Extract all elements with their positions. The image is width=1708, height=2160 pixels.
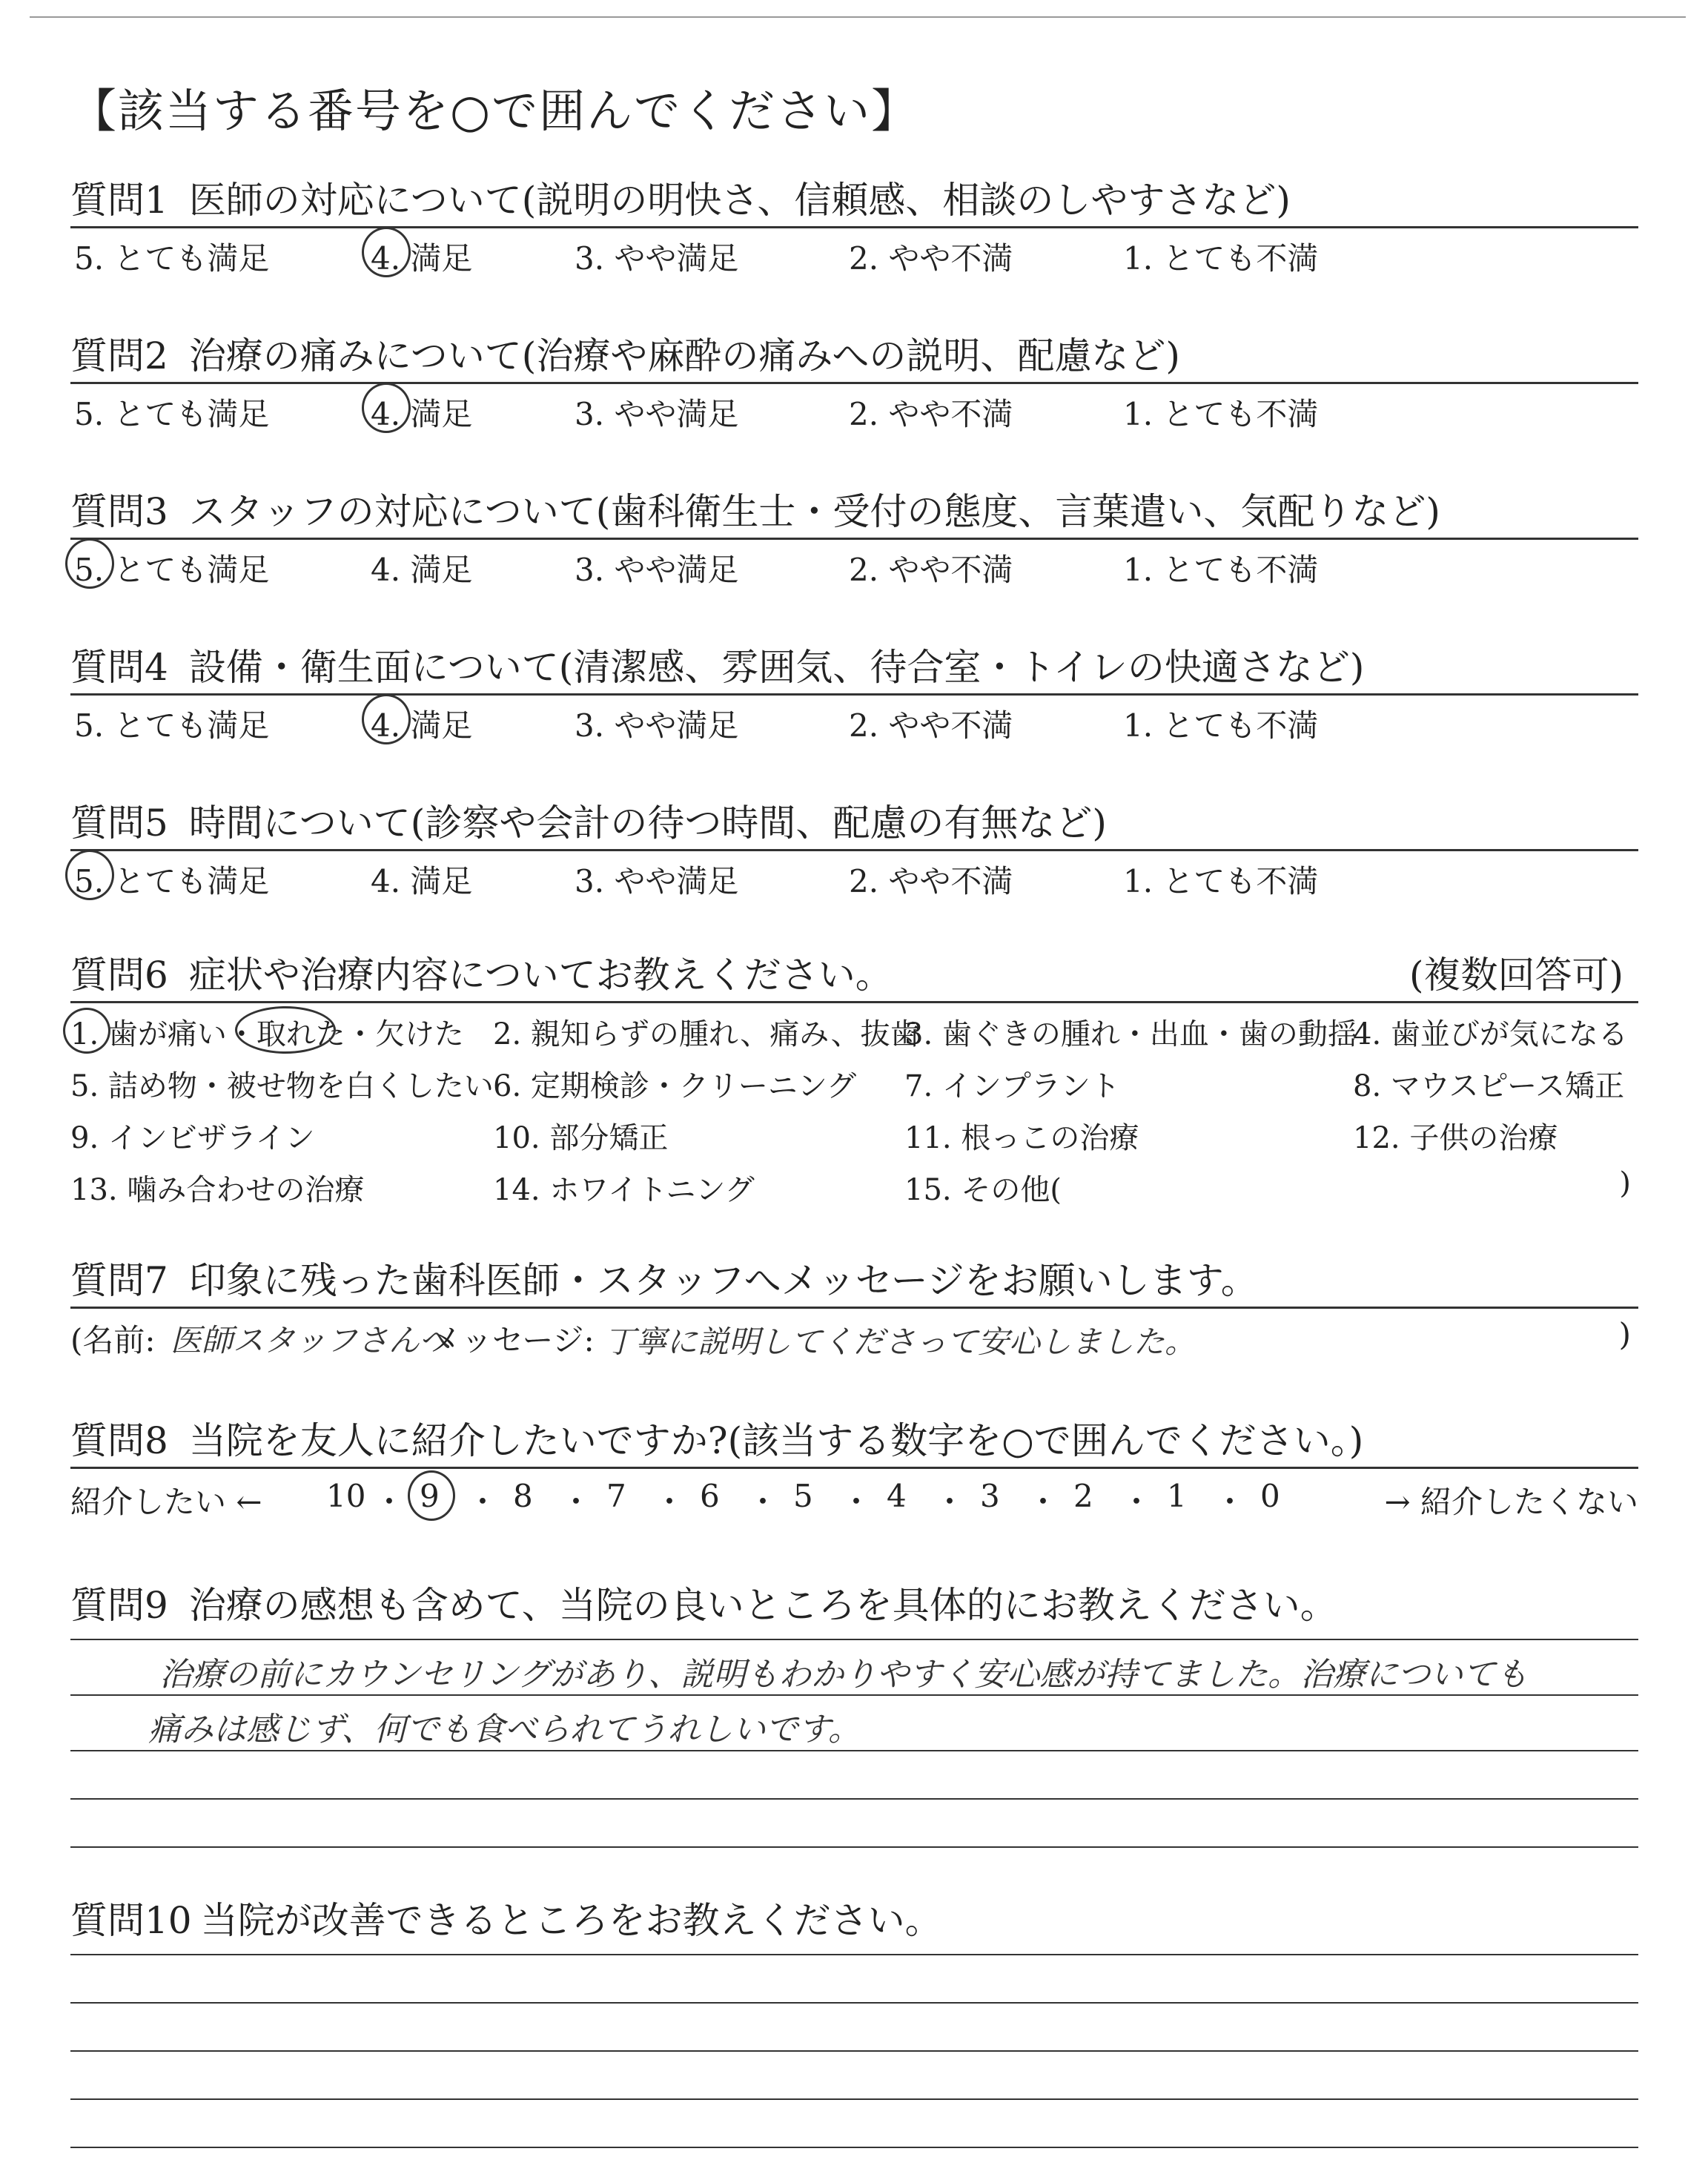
rating-option[interactable]: 5. とても満足 bbox=[74, 863, 270, 899]
question-text: 設備・衛生面について(清潔感、雰囲気、待合室・トイレの快適さなど) bbox=[188, 646, 1365, 689]
question-7 bbox=[70, 1255, 1638, 1360]
symptom-options bbox=[70, 1003, 1638, 1211]
question-2-heading bbox=[70, 330, 1638, 384]
selected-circle-mark bbox=[408, 1470, 455, 1521]
symptom-option[interactable]: 9. インビザライン bbox=[70, 1121, 315, 1155]
symptom-option[interactable]: 5. 詰め物・被せ物を白くしたい bbox=[70, 1069, 494, 1103]
selected-circle-mark bbox=[235, 1006, 336, 1054]
symptom-option[interactable]: 15. その他( bbox=[904, 1173, 1062, 1207]
scale-value[interactable]: 2 bbox=[1073, 1478, 1093, 1514]
question-number: 質問9 bbox=[70, 1584, 168, 1627]
rating-option[interactable]: 4. 満足 bbox=[371, 863, 473, 899]
rating-option[interactable]: 1. とても不満 bbox=[1123, 707, 1319, 744]
scale-left-label: 紹介したい ← bbox=[70, 1484, 262, 1520]
recommend-scale bbox=[70, 1469, 1638, 1522]
scale-value[interactable]: 5 bbox=[793, 1478, 813, 1514]
symptom-option[interactable]: 6. 定期検診・クリーニング bbox=[493, 1069, 857, 1103]
scale-value[interactable]: 9 bbox=[420, 1478, 440, 1514]
scale-value[interactable]: 4 bbox=[887, 1478, 907, 1514]
question-8 bbox=[70, 1415, 1638, 1522]
scale-right-label: → 紹介したくない bbox=[1384, 1484, 1638, 1520]
scale-separator: ・ bbox=[560, 1484, 592, 1520]
rating-options bbox=[70, 384, 1638, 430]
question-number: 質問1 bbox=[70, 179, 168, 222]
question-number: 質問8 bbox=[70, 1419, 168, 1462]
question-5-heading bbox=[70, 797, 1638, 851]
question-text: 治療の感想も含めて、当院の良いところを具体的にお教えください。 bbox=[188, 1584, 1337, 1627]
selected-circle-mark bbox=[362, 227, 411, 277]
question-8-heading bbox=[70, 1415, 1638, 1469]
rating-options bbox=[70, 696, 1638, 742]
question-text: 時間について(診察や会計の待つ時間、配慮の有無など) bbox=[188, 802, 1107, 845]
question-number: 質問5 bbox=[70, 802, 168, 845]
answer-line bbox=[70, 1750, 1638, 1751]
selected-circle-mark bbox=[362, 694, 411, 744]
q9-answer-line-1[interactable]: 治療の前にカウンセリングがあり、説明もわかりやすく安心感が持てました。治療についても bbox=[159, 1656, 1529, 1694]
rating-option[interactable]: 2. やや不満 bbox=[849, 396, 1013, 432]
question-text: 当院を友人に紹介したいですか?(該当する数字を○で囲んでください。) bbox=[188, 1419, 1364, 1462]
question-number: 質問10 bbox=[70, 1899, 192, 1942]
question-number: 質問7 bbox=[70, 1259, 168, 1302]
symptom-option[interactable]: 14. ホワイトニング bbox=[493, 1173, 755, 1207]
rating-options bbox=[70, 540, 1638, 586]
answer-line bbox=[70, 2050, 1638, 2052]
symptom-option[interactable]: 7. インプラント bbox=[904, 1069, 1120, 1103]
rating-option[interactable]: 5. とても満足 bbox=[74, 552, 270, 588]
scale-separator: ・ bbox=[747, 1484, 779, 1520]
question-number: 質問4 bbox=[70, 646, 168, 689]
answer-line bbox=[70, 1954, 1638, 1955]
question-text: 印象に残った歯科医師・スタッフへメッセージをお願いします。 bbox=[188, 1259, 1258, 1302]
question-text: 当院が改善できるところをお教えください。 bbox=[200, 1899, 942, 1942]
symptom-option[interactable]: 4. 歯並びが気になる bbox=[1353, 1017, 1628, 1051]
symptom-option[interactable]: 10. 部分矯正 bbox=[493, 1121, 669, 1155]
rating-option[interactable]: 2. やや不満 bbox=[849, 863, 1013, 899]
scale-separator: ・ bbox=[1027, 1484, 1059, 1520]
selected-circle-mark bbox=[362, 383, 411, 433]
q9-answer-line-2[interactable]: 痛みは感じず、何でも食べられてうれしいです。 bbox=[148, 1711, 861, 1748]
message-label: メッセージ: bbox=[430, 1322, 595, 1358]
symptom-option[interactable]: 8. マウスピース矯正 bbox=[1353, 1069, 1625, 1103]
answer-line bbox=[70, 1846, 1638, 1848]
rating-option[interactable]: 5. とても満足 bbox=[74, 707, 270, 744]
question-number: 質問6 bbox=[70, 954, 168, 997]
scale-value[interactable]: 7 bbox=[606, 1478, 626, 1514]
answer-line bbox=[70, 1694, 1638, 1696]
rating-option[interactable]: 5. とても満足 bbox=[74, 396, 270, 432]
scale-separator: ・ bbox=[1214, 1484, 1246, 1520]
scale-separator: ・ bbox=[467, 1484, 499, 1520]
question-6-heading bbox=[70, 949, 1638, 1003]
scale-value[interactable]: 8 bbox=[513, 1478, 533, 1514]
other-close-bracket: ) bbox=[1619, 1166, 1631, 1200]
rating-option[interactable]: 1. とても不満 bbox=[1123, 396, 1319, 432]
scale-value[interactable]: 1 bbox=[1167, 1478, 1187, 1514]
rating-option[interactable]: 2. やや不満 bbox=[849, 240, 1013, 277]
question-4-heading bbox=[70, 641, 1638, 696]
question-3 bbox=[70, 486, 1638, 586]
rating-option[interactable]: 4. 満足 bbox=[371, 707, 473, 744]
answer-line bbox=[70, 2098, 1638, 2100]
message-close: ) bbox=[1618, 1316, 1631, 1353]
page-title: 【該当する番号を○で囲んでください】 bbox=[70, 84, 919, 138]
rating-option[interactable]: 3. やや満足 bbox=[575, 863, 739, 899]
scale-value[interactable]: 6 bbox=[700, 1478, 720, 1514]
name-label: (名前: bbox=[70, 1322, 156, 1358]
scale-value[interactable]: 0 bbox=[1260, 1478, 1280, 1514]
rating-option[interactable]: 3. やや満足 bbox=[575, 552, 739, 588]
rating-option[interactable]: 1. とても不満 bbox=[1123, 863, 1319, 899]
question-number: 質問2 bbox=[70, 334, 168, 377]
scale-value[interactable]: 3 bbox=[980, 1478, 1000, 1514]
scale-separator: ・ bbox=[374, 1484, 406, 1520]
rating-options bbox=[70, 851, 1638, 897]
rating-option[interactable]: 4. 満足 bbox=[371, 396, 473, 432]
rating-option[interactable]: 4. 満足 bbox=[371, 240, 473, 277]
question-4 bbox=[70, 641, 1638, 742]
question-1-heading bbox=[70, 174, 1638, 228]
scale-value[interactable]: 10 bbox=[326, 1478, 366, 1514]
symptom-option[interactable]: 2. 親知らずの腫れ、痛み、抜歯 bbox=[493, 1017, 920, 1051]
name-written[interactable]: 医師スタッフさんへ bbox=[171, 1322, 451, 1358]
scale-separator: ・ bbox=[1121, 1484, 1153, 1520]
symptom-option[interactable]: 1. 歯が痛い・取れた・欠けた bbox=[70, 1017, 464, 1051]
question-text: スタッフの対応について(歯科衛生士・受付の態度、言葉遣い、気配りなど) bbox=[188, 490, 1440, 533]
rating-option[interactable]: 4. 満足 bbox=[371, 552, 473, 588]
question-5 bbox=[70, 797, 1638, 897]
symptom-option[interactable]: 3. 歯ぐきの腫れ・出血・歯の動揺 bbox=[904, 1017, 1357, 1051]
rating-option[interactable]: 2. やや不満 bbox=[849, 707, 1013, 744]
answer-line bbox=[70, 2147, 1638, 2148]
scale-separator: ・ bbox=[841, 1484, 873, 1520]
question-text: 医師の対応について(説明の明快さ、信頼感、相談のしやすさなど) bbox=[188, 179, 1291, 222]
rating-option[interactable]: 1. とても不満 bbox=[1123, 240, 1319, 277]
scale-separator: ・ bbox=[654, 1484, 686, 1520]
answer-line bbox=[70, 2002, 1638, 2004]
top-border bbox=[30, 16, 1686, 18]
question-text: 症状や治療内容についてお教えください。 bbox=[188, 954, 893, 997]
question-6 bbox=[70, 949, 1638, 1211]
rating-options bbox=[70, 228, 1638, 277]
question-7-heading bbox=[70, 1255, 1638, 1309]
message-written[interactable]: 丁寧に説明してくださって安心しました。 bbox=[604, 1324, 1196, 1360]
message-row bbox=[70, 1309, 1638, 1360]
rating-option[interactable]: 3. やや満足 bbox=[575, 240, 739, 277]
rating-option[interactable]: 2. やや不満 bbox=[849, 552, 1013, 588]
selected-circle-mark bbox=[65, 850, 114, 900]
selected-circle-mark bbox=[65, 538, 114, 589]
question-3-heading bbox=[70, 486, 1638, 540]
question-10 bbox=[70, 1895, 1638, 1946]
question-9-heading bbox=[70, 1579, 1638, 1631]
selected-circle-mark bbox=[63, 1008, 110, 1054]
rating-option[interactable]: 3. やや満足 bbox=[575, 707, 739, 744]
answer-line bbox=[70, 1798, 1638, 1800]
question-1 bbox=[70, 174, 1638, 277]
scale-separator: ・ bbox=[934, 1484, 966, 1520]
question-text: 治療の痛みについて(治療や麻酔の痛みへの説明、配慮など) bbox=[188, 334, 1180, 377]
symptom-option[interactable]: 12. 子供の治療 bbox=[1353, 1121, 1558, 1155]
symptom-option[interactable]: 13. 噛み合わせの治療 bbox=[70, 1173, 365, 1207]
symptom-option[interactable]: 11. 根っこの治療 bbox=[904, 1121, 1139, 1155]
rating-option[interactable]: 5. とても満足 bbox=[74, 240, 270, 277]
question-9 bbox=[70, 1579, 1638, 1631]
question-2 bbox=[70, 330, 1638, 430]
answer-line bbox=[70, 1639, 1638, 1640]
rating-option[interactable]: 1. とても不満 bbox=[1123, 552, 1319, 588]
rating-option[interactable]: 3. やや満足 bbox=[575, 396, 739, 432]
question-10-heading bbox=[70, 1895, 1638, 1946]
question-number: 質問3 bbox=[70, 490, 168, 533]
multi-answer-note: (複数回答可) bbox=[1409, 954, 1623, 997]
